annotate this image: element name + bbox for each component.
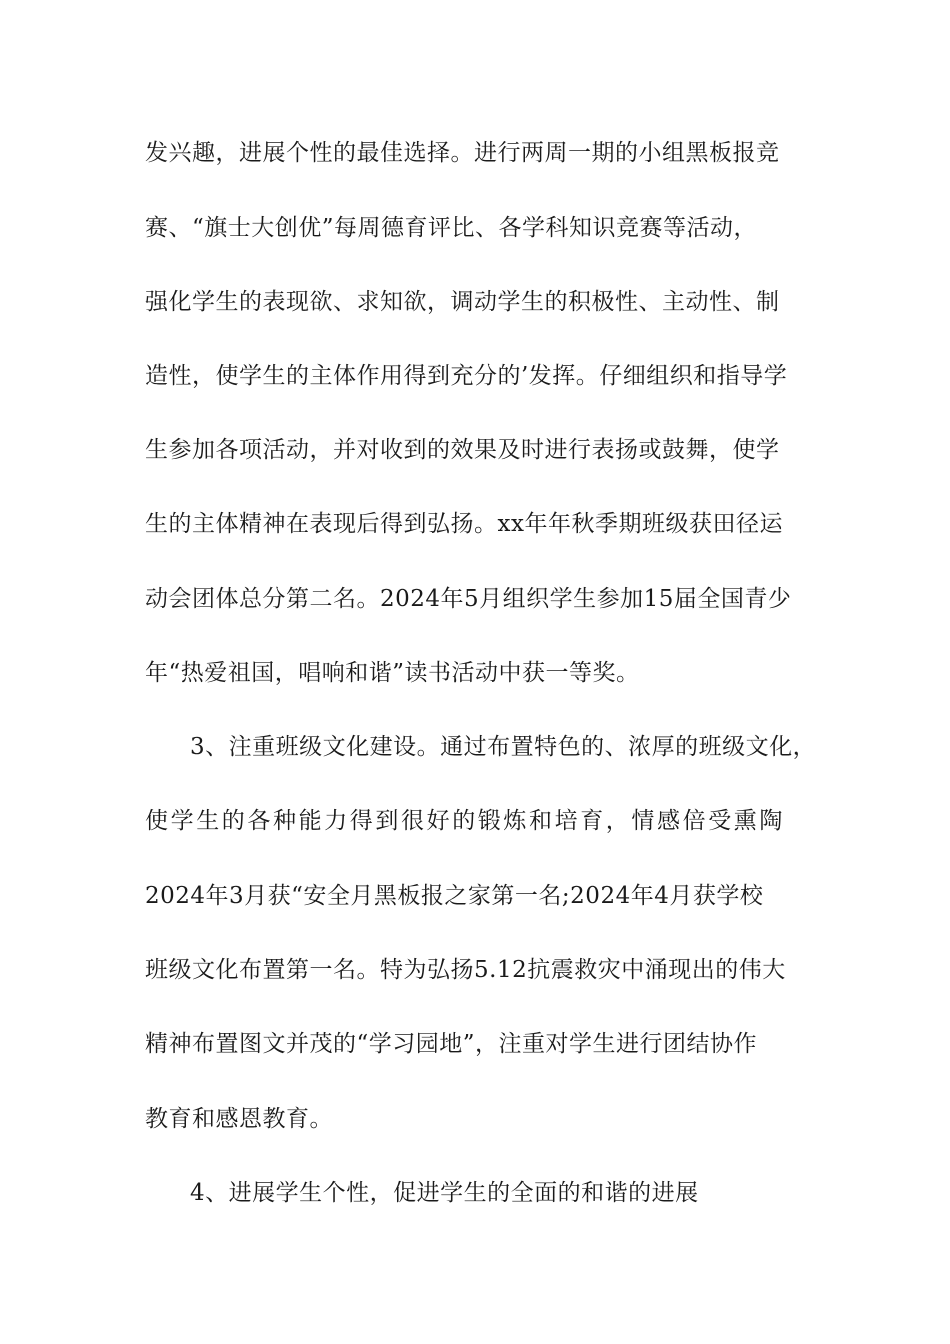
paragraph-line: 造性，使学生的主体作用得到充分的’发挥。仔细组织和指导学 <box>145 363 788 389</box>
paragraph-line: 使学生的各种能力得到很好的锻炼和培育，情感倍受熏陶 <box>145 808 785 834</box>
section-3-heading-line: 3、注重班级文化建设。通过布置特色的、浓厚的班级文化， <box>190 734 817 760</box>
paragraph-line: 生的主体精神在表现后得到弘扬。xx年年秋季期班级获田径运 <box>145 511 783 537</box>
paragraph-line: 班级文化布置第一名。特为弘扬5.12抗震救灾中涌现出的伟大 <box>145 957 786 983</box>
paragraph-line: 生参加各项活动，并对收到的效果及时进行表扬或鼓舞，使学 <box>145 437 780 463</box>
paragraph-line: 精神布置图文并茂的“学习园地”，注重对学生进行团结协作 <box>145 1031 758 1057</box>
paragraph-line: 2024年3月获“安全月黑板报之家第一名;2024年4月获学校 <box>145 883 764 909</box>
paragraph-line: 动会团体总分第二名。2024年5月组织学生参加15届全国青少 <box>145 586 792 612</box>
paragraph-line: 年“热爱祖国，唱响和谐”读书活动中获一等奖。 <box>145 660 640 686</box>
paragraph-line: 赛、“旗士大创优”每周德育评比、各学科知识竞赛等活动， <box>145 215 758 241</box>
paragraph-line: 教育和感恩教育。 <box>145 1106 333 1132</box>
section-4-heading-line: 4、进展学生个性，促进学生的全面的和谐的进展 <box>190 1180 699 1206</box>
paragraph-line: 发兴趣，进展个性的最佳选择。进行两周一期的小组黑板报竞 <box>145 140 780 166</box>
paragraph-line: 强化学生的表现欲、求知欲，调动学生的积极性、主动性、制 <box>145 289 780 315</box>
